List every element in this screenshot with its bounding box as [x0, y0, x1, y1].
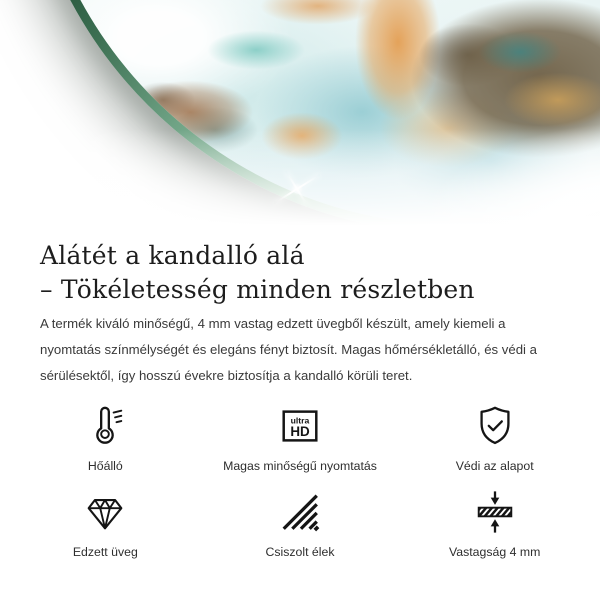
- feature-label: Védi az alapot: [455, 459, 534, 473]
- ultra-hd-text-bottom: HD: [290, 424, 310, 440]
- diamond-icon: [82, 489, 128, 535]
- feature-label: Edzett üveg: [72, 545, 138, 559]
- title-line-1: Alátét a kandalló alá: [40, 241, 305, 270]
- product-photo: [0, 0, 600, 235]
- ultra-hd-text-top: ultra: [290, 415, 310, 426]
- feature-label: Magas minőségű nyomtatás: [223, 459, 377, 473]
- feature-polished-edges: [203, 489, 398, 560]
- feature-protects-base: [397, 403, 592, 474]
- features-grid: [8, 403, 592, 560]
- feature-label: Vastagság 4 mm: [448, 545, 541, 559]
- feature-print-quality: [203, 403, 398, 474]
- product-description: A termék kiváló minőségű, 4 mm vastag edzett üvegből készült, amely kiemeli a nyomtatás színmélységét és elegáns fényt biztosít. Magas hőmérsékletálló, és védi a sérülésektől, így hosszú évekre biztosítja a kandalló körüli teret.: [40, 316, 537, 383]
- feature-heat-resistant: [8, 403, 203, 474]
- feature-thickness: [397, 489, 592, 560]
- product-content: [0, 239, 600, 560]
- photo-fade-overlay: [0, 0, 600, 235]
- thermometer-icon: [82, 403, 128, 449]
- thickness-icon: [472, 489, 518, 535]
- feature-tempered-glass: [8, 489, 203, 560]
- feature-label: Csiszolt élek: [265, 545, 335, 559]
- feature-label: Hőálló: [87, 459, 123, 473]
- polished-edges-icon: [277, 489, 323, 535]
- shield-check-icon: [472, 403, 518, 449]
- page-title: [40, 239, 560, 307]
- ultra-hd-icon: [277, 403, 323, 449]
- title-line-2: – Tökéletesség minden részletben: [40, 275, 475, 304]
